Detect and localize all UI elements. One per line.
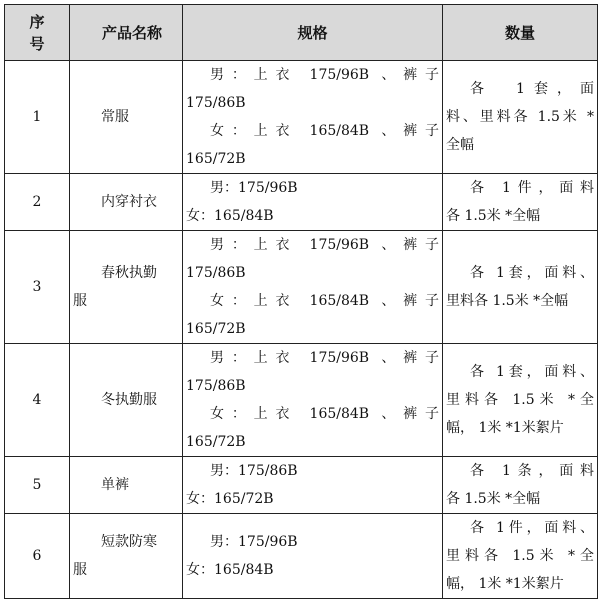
spec-line: 175/86B — [186, 378, 246, 394]
quantity-line: 幅， 1米 *1米絮片 — [446, 576, 564, 592]
spec-line: 男：上衣 175/96B 、裤子 — [210, 67, 439, 83]
product-name — [70, 61, 183, 174]
header-name: 产品名称 — [70, 5, 183, 61]
product-name-line: 春秋执勤 — [101, 265, 157, 281]
spec-line: 165/72B — [186, 151, 246, 167]
spec-line: 男：上衣 175/96B 、裤子 — [210, 237, 439, 253]
product-name-line: 短款防寒 — [101, 534, 157, 550]
spec-line: 女：165/84B — [186, 562, 274, 578]
header-quantity: 数量 — [443, 5, 598, 61]
quantity-line: 各 1件，面料 — [470, 180, 594, 196]
product-quantity — [443, 514, 598, 599]
product-spec — [183, 231, 443, 344]
table-row — [5, 514, 598, 599]
quantity-line: 各 1套，面 — [470, 81, 594, 97]
product-quantity — [443, 231, 598, 344]
quantity-line: 各 1.5米 *全幅 — [446, 208, 541, 224]
product-name — [70, 514, 183, 599]
row-index: 1 — [5, 61, 70, 174]
product-spec — [183, 344, 443, 457]
row-index: 4 — [5, 344, 70, 457]
product-name — [70, 344, 183, 457]
product-spec — [183, 514, 443, 599]
row-index: 2 — [5, 174, 70, 231]
product-name-line: 冬执勤服 — [101, 392, 157, 408]
product-name — [70, 174, 183, 231]
spec-line: 175/86B — [186, 95, 246, 111]
spec-line: 女：165/84B — [186, 208, 274, 224]
spec-line: 男：175/86B — [210, 463, 298, 479]
product-quantity — [443, 61, 598, 174]
spec-line: 男：上衣 175/96B 、裤子 — [210, 350, 439, 366]
header-spec: 规格 — [183, 5, 443, 61]
product-name — [70, 231, 183, 344]
product-name-line: 常服 — [101, 109, 129, 125]
spec-line: 女：上衣 165/84B 、裤子 — [210, 123, 439, 139]
row-index: 6 — [5, 514, 70, 599]
product-name — [70, 457, 183, 514]
quantity-line: 里料各 1.5米 *全 — [446, 392, 594, 408]
row-index: 3 — [5, 231, 70, 344]
table-row — [5, 457, 598, 514]
spec-line: 男：175/96B — [210, 180, 298, 196]
table-row — [5, 231, 598, 344]
product-spec-table — [4, 4, 598, 599]
table-row — [5, 61, 598, 174]
product-spec — [183, 457, 443, 514]
quantity-line: 各 1件，面料、 — [470, 520, 594, 536]
spec-line: 女：上衣 165/84B 、裤子 — [210, 293, 439, 309]
quantity-line: 各 1套，面料、 — [470, 265, 594, 281]
header-row — [5, 5, 598, 61]
product-name-line: 单裤 — [101, 477, 129, 493]
quantity-line: 全幅 — [446, 137, 474, 153]
product-name-line: 服 — [73, 293, 87, 309]
quantity-line: 料、里料各 1.5米 * — [446, 109, 594, 125]
quantity-line: 各 1.5米 *全幅 — [446, 491, 541, 507]
quantity-line: 里料各 1.5米 *全 — [446, 548, 594, 564]
spec-line: 165/72B — [186, 434, 246, 450]
product-spec — [183, 174, 443, 231]
quantity-line: 各 1条，面料 — [470, 463, 594, 479]
table-row — [5, 344, 598, 457]
quantity-line: 幅， 1米 *1米絮片 — [446, 420, 564, 436]
header-index: 序 号 — [5, 5, 70, 61]
table-row — [5, 174, 598, 231]
spec-line: 165/72B — [186, 321, 246, 337]
product-quantity — [443, 174, 598, 231]
product-quantity — [443, 457, 598, 514]
spec-line: 男：175/96B — [210, 534, 298, 550]
row-index: 5 — [5, 457, 70, 514]
product-quantity — [443, 344, 598, 457]
spec-line: 女：165/72B — [186, 491, 274, 507]
product-name-line: 服 — [73, 562, 87, 578]
spec-line: 女：上衣 165/84B 、裤子 — [210, 406, 439, 422]
quantity-line: 各 1套，面料、 — [470, 364, 594, 380]
product-spec — [183, 61, 443, 174]
spec-line: 175/86B — [186, 265, 246, 281]
product-name-line: 内穿衬衣 — [101, 194, 157, 210]
quantity-line: 里料各 1.5米 *全幅 — [446, 293, 569, 309]
